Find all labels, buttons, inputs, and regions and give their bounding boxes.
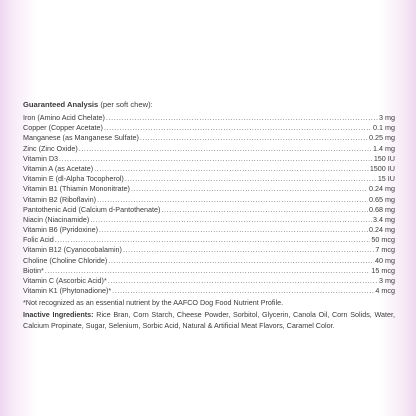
nutrient-name: Vitamin B1 (Thiamin Mononitrate) xyxy=(23,184,130,194)
nutrient-row xyxy=(23,225,395,235)
nutrient-row xyxy=(23,174,395,184)
nutrient-value: 50 mcg xyxy=(371,235,395,245)
nutrient-row xyxy=(23,245,395,255)
nutrient-row xyxy=(23,256,395,266)
nutrient-name: Niacin (Niacinamide) xyxy=(23,214,90,224)
dot-leader xyxy=(97,195,368,205)
nutrient-row xyxy=(23,113,395,123)
dot-leader xyxy=(55,235,371,245)
nutrient-value: 0.24 mg xyxy=(369,225,395,235)
dot-leader xyxy=(161,205,368,215)
nutrient-value: 3.4 mg xyxy=(373,214,395,224)
nutrient-name: Vitamin B2 (Riboflavin) xyxy=(23,194,96,204)
nutrient-row xyxy=(23,205,395,215)
dot-leader xyxy=(131,184,368,194)
nutrient-row xyxy=(23,266,395,276)
nutrient-row xyxy=(23,123,395,133)
nutrient-name: Manganese (as Manganese Sulfate) xyxy=(23,133,139,143)
nutrient-name: Zinc (Zinc Oxide) xyxy=(23,143,78,153)
dot-leader xyxy=(79,144,372,154)
dot-leader xyxy=(108,276,378,286)
dot-leader xyxy=(94,164,369,174)
nutrient-name: Iron (Amino Acid Chelate) xyxy=(23,113,105,122)
nutrient-value: 0.25 mg xyxy=(369,133,395,143)
dot-leader xyxy=(90,215,372,225)
dot-leader xyxy=(108,256,374,266)
inactive-ingredients xyxy=(23,310,395,331)
nutrient-row xyxy=(23,215,395,225)
nutrient-row xyxy=(23,184,395,194)
dot-leader xyxy=(104,123,372,133)
dot-leader xyxy=(112,286,374,296)
nutrient-value: 150 IU xyxy=(373,153,395,163)
nutrient-value: 4 mcg xyxy=(375,286,395,296)
supplement-facts-panel xyxy=(23,100,395,331)
nutrient-row xyxy=(23,144,395,154)
nutrient-row xyxy=(23,195,395,205)
nutrient-row xyxy=(23,235,395,245)
inactive-ingredients-label: Inactive Ingredients: xyxy=(23,310,94,320)
nutrient-name: Vitamin E (dl-Alpha Tocopherol) xyxy=(23,174,124,184)
nutrient-row xyxy=(23,286,395,296)
dot-leader xyxy=(123,245,374,255)
nutrient-name: Biotin* xyxy=(23,265,44,275)
nutrient-name: Vitamin A (as Acetate) xyxy=(23,163,94,173)
nutrient-name: Vitamin K1 (Phytonadione)* xyxy=(23,286,112,296)
nutrient-name: Vitamin B12 (Cyanocobalamin) xyxy=(23,245,122,255)
dot-leader xyxy=(59,154,373,164)
nutrient-value: 7 mcg xyxy=(375,245,395,255)
nutrient-row xyxy=(23,164,395,174)
guaranteed-analysis-title: Guaranteed Analysis xyxy=(23,100,99,109)
nutrient-value: 15 mcg xyxy=(371,265,395,275)
nutrient-value: 40 mg xyxy=(375,255,395,265)
nutrient-value: 3 mg xyxy=(379,276,395,285)
dot-leader xyxy=(45,266,371,276)
nutrient-name: Vitamin C (Ascorbic Acid)* xyxy=(23,276,107,285)
dot-leader xyxy=(106,113,378,123)
guaranteed-analysis-heading xyxy=(23,100,395,110)
nutrient-name: Pantothenic Acid (Calcium d-Pantothenate) xyxy=(23,204,161,214)
nutrient-value: 15 IU xyxy=(377,174,395,184)
nutrient-name: Copper (Copper Acetate) xyxy=(23,123,103,133)
nutrient-list xyxy=(23,113,395,296)
nutrient-value: 0.1 mg xyxy=(373,123,395,133)
nutrient-row xyxy=(23,276,395,286)
nutrient-name: Folic Acid xyxy=(23,235,54,245)
nutrient-name: Choline (Choline Chloride) xyxy=(23,255,108,265)
dot-leader xyxy=(99,225,368,235)
dot-leader xyxy=(140,133,368,143)
dot-leader xyxy=(125,174,377,184)
aafco-footnote: *Not recognized as an essential nutrient by the AAFCO Dog Food Nutrient Profile. xyxy=(23,298,284,308)
nutrient-row xyxy=(23,133,395,143)
inactive-ingredients-text: Rice Bran, Corn Starch, Cheese Powder, Sorbitol, Glycerin, Canola Oil, Corn Solids, Water, Calcium Propinate, Sugar, Selenium, Sorbic Acid, Natural & Artificial Meat Flavors, Caramel Color. xyxy=(23,310,395,330)
nutrient-value: 0.65 mg xyxy=(369,194,395,204)
nutrient-value: 1.4 mg xyxy=(373,143,395,153)
nutrient-value: 0.24 mg xyxy=(369,184,395,194)
nutrient-name: Vitamin B6 (Pyridoxine) xyxy=(23,225,98,235)
nutrient-row xyxy=(23,154,395,164)
guaranteed-analysis-subtitle: (per soft chew): xyxy=(100,100,153,109)
nutrient-value: 0.68 mg xyxy=(369,204,395,214)
nutrient-name: Vitamin D3 xyxy=(23,153,59,163)
nutrient-value: 1500 IU xyxy=(369,163,395,173)
nutrient-value: 3 mg xyxy=(379,113,395,122)
